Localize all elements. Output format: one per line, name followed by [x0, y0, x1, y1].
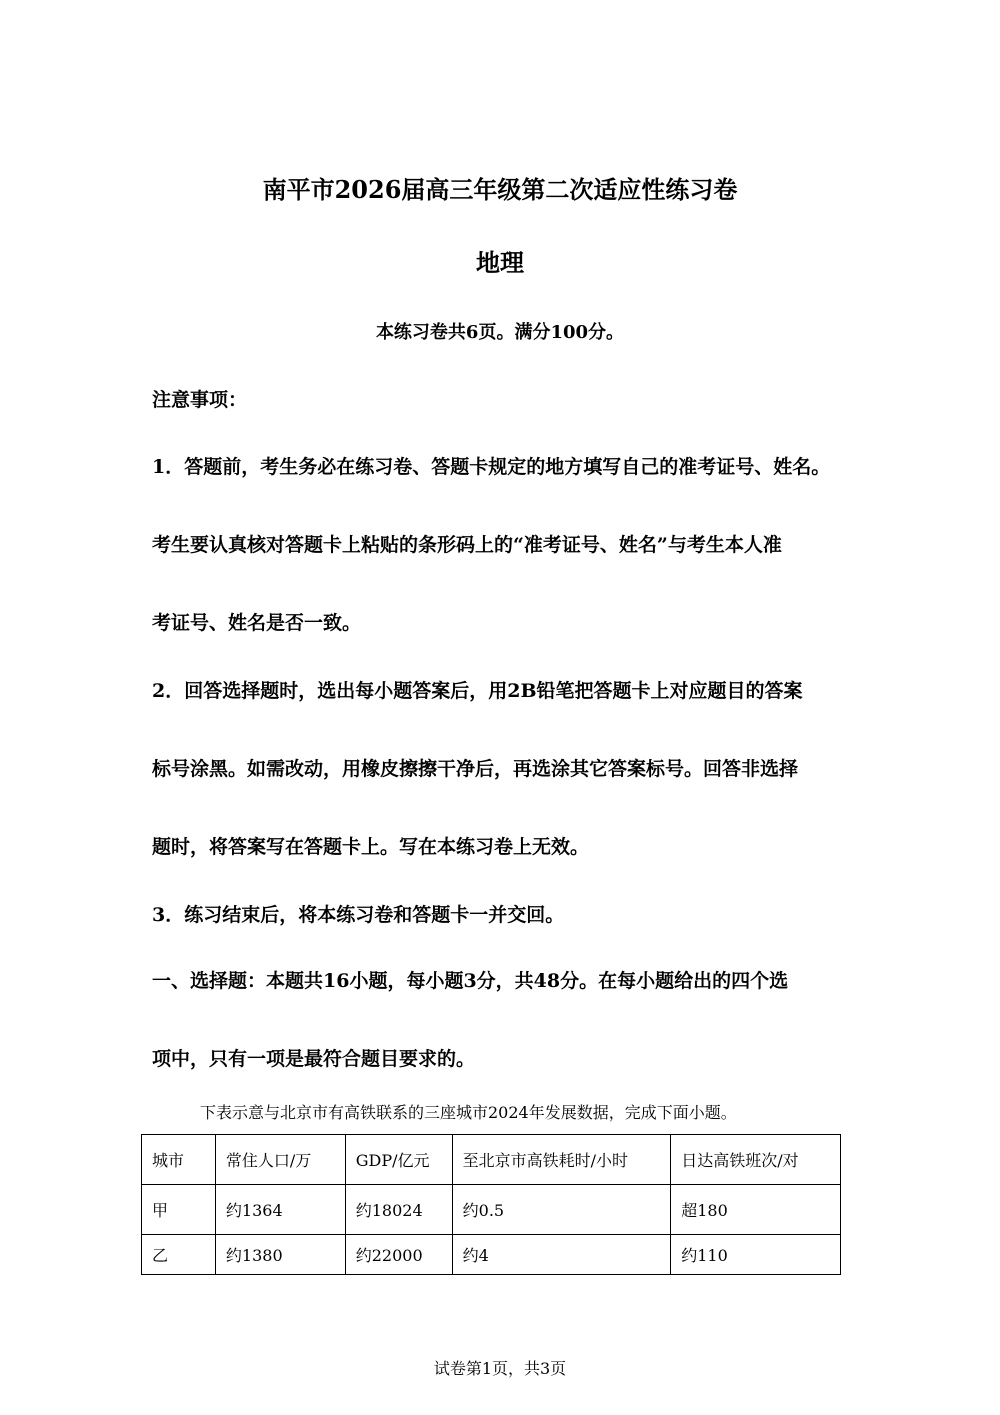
subject-title: 地理 [476, 248, 524, 277]
question-intro: 下表示意与北京市有高铁联系的三座城市2024年发展数据，完成下面小题。 [200, 1103, 737, 1122]
table-header-cell: GDP/亿元 [345, 1135, 452, 1185]
notice-line: 1．答题前，考生务必在练习卷、答题卡规定的地方填写自己的准考证号、姓名。 [152, 456, 831, 478]
notice-line: 2．回答选择题时，选出每小题答案后，用2B铅笔把答题卡上对应题目的答案 [152, 680, 803, 702]
table-header-cell: 常住人口/万 [215, 1135, 345, 1185]
notice-line: 考证号、姓名是否一致。 [152, 612, 362, 634]
paper-info: 本练习卷共6页。满分100分。 [375, 322, 625, 343]
table-cell: 超180 [671, 1185, 841, 1235]
table-cell: 约1380 [215, 1235, 345, 1275]
table-header-cell: 城市 [142, 1135, 216, 1185]
section-heading-line: 一、选择题：本题共16小题，每小题3分，共48分。在每小题给出的四个选 [152, 970, 789, 992]
section-heading-line: 项中，只有一项是最符合题目要求的。 [152, 1048, 476, 1070]
table-cell: 约22000 [345, 1235, 452, 1275]
city-data-table [141, 1134, 841, 1275]
table-cell: 甲 [142, 1185, 216, 1235]
table-cell: 约0.5 [452, 1185, 671, 1235]
notice-line: 3．练习结束后，将本练习卷和答题卡一并交回。 [152, 904, 565, 926]
table-row [142, 1235, 841, 1275]
notice-line: 考生要认真核对答题卡上粘贴的条形码上的“准考证号、姓名”与考生本人准 [152, 534, 782, 556]
table-header-row [142, 1135, 841, 1185]
notice-line: 标号涂黑。如需改动，用橡皮擦擦干净后，再选涂其它答案标号。回答非选择 [152, 758, 799, 780]
page-footer: 试卷第1页，共3页 [433, 1359, 567, 1378]
table-cell: 约4 [452, 1235, 671, 1275]
table-cell: 约1364 [215, 1185, 345, 1235]
table-cell: 约110 [671, 1235, 841, 1275]
table-header-cell: 至北京市高铁耗时/小时 [452, 1135, 671, 1185]
notice-heading: 注意事项： [152, 389, 248, 411]
table-cell: 乙 [142, 1235, 216, 1275]
table-header-cell: 日达高铁班次/对 [671, 1135, 841, 1185]
table-cell: 约18024 [345, 1185, 452, 1235]
table-row [142, 1185, 841, 1235]
notice-line: 题时，将答案写在答题卡上。写在本练习卷上无效。 [152, 836, 590, 858]
main-title: 南平市2026届高三年级第二次适应性练习卷 [262, 175, 738, 204]
